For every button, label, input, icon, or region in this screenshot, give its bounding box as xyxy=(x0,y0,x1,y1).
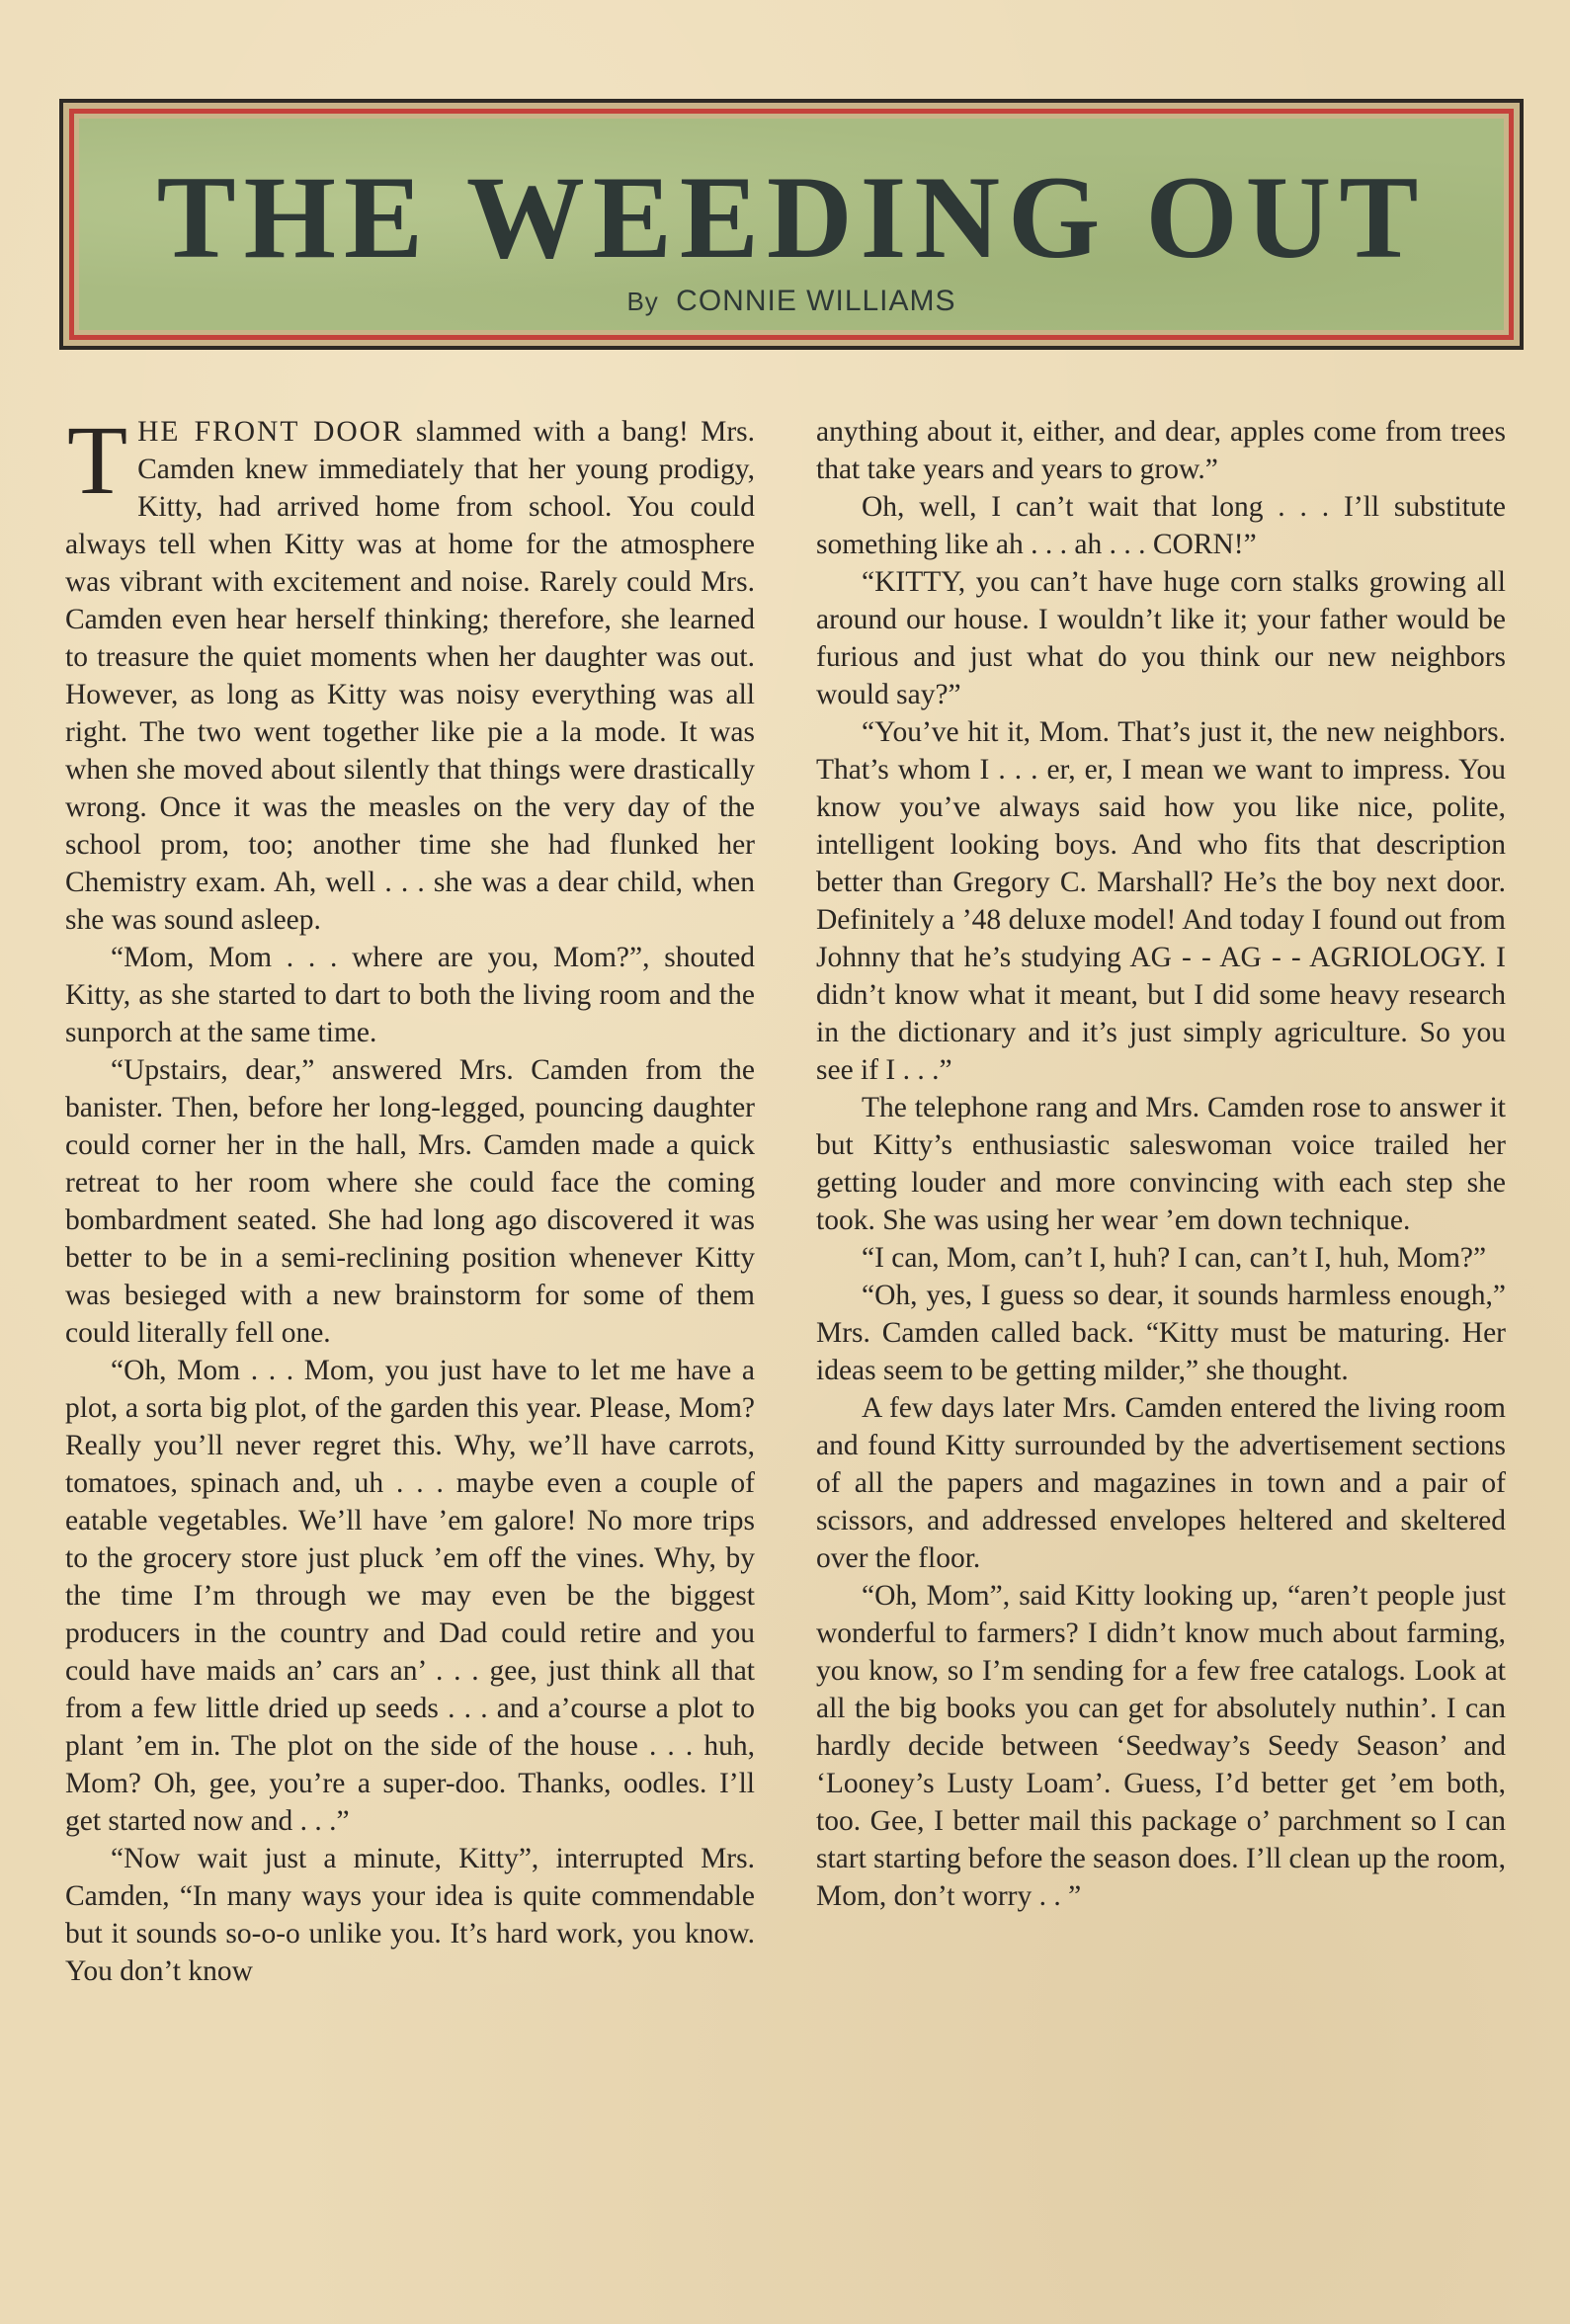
title-banner xyxy=(59,99,1524,350)
byline xyxy=(79,285,1504,318)
paragraph: The telephone rang and Mrs. Camden rose to answer it but Kitty’s enthusiastic saleswoman voice trailed her getting louder and more convincing with each step she took. She was using her wear ’em down technique. xyxy=(816,1092,1506,1236)
paragraph: “Mom, Mom . . . where are you, Mom?”, shouted Kitty, as she started to dart to both the living room and the sunporch at the same time. xyxy=(65,942,755,1048)
paragraph-text: slammed with a bang! Mrs. Camden knew immediately that her young prodigy, Kitty, had arrived home from school. You could always tell when Kitty was at home for the atmosphere was vibrant with excitement and noise. Rarely could Mrs. Camden even hear herself thinking; therefore, she learned to treasure the quiet moments when her daughter was out. However, as long as Kitty was noisy everything was all right. The two went together like pie a la mode. It was when she moved about silently that things were drastically wrong. Once it was the measles on the very day of the school prom, too; another time she had flunked her Chemistry exam. Ah, well . . . she was a dear child, when she was sound asleep. xyxy=(65,416,755,936)
paragraph: “KITTY, you can’t have huge corn stalks growing all around our house. I wouldn’t like it; your father would be furious and just what do you think our new neighbors would say?” xyxy=(816,566,1506,710)
byline-prefix: By xyxy=(626,287,659,316)
story-title: THE WEEDING OUT xyxy=(156,151,1427,283)
paragraph: “Oh, Mom . . . Mom, you just have to let me have a plot, a sorta big plot, of the garden this year. Please, Mom? Really you’ll never regret this. Why, we’ll have carrots, tomatoes, spinach and, uh . . . maybe even a couple of eatable vegetables. We’ll have ’em galore! No more trips to the grocery store just pluck ’em off the vines. Why, by the time I’m through we may even be the biggest producers in the country and Dad could retire and you could have maids an’ cars an’ . . . gee, just think all that from a few little dried up seeds . . . and a’course a plot to plant ’em in. The plot on the side of the house . . . huh, Mom? Oh, gee, you’re a super-doo. Thanks, oodles. I’ll get started now and . . .” xyxy=(65,1355,755,1837)
author-name: CONNIE WILLIAMS xyxy=(676,285,956,317)
paragraph xyxy=(65,405,755,939)
paragraph: “I can, Mom, can’t I, huh? I can, can’t I, huh, Mom?” xyxy=(862,1242,1487,1274)
drop-cap: T xyxy=(67,405,128,515)
left-column xyxy=(65,405,755,1990)
paragraph: Oh, well, I can’t wait that long . . . I’ll substitute something like ah . . . ah . . . CORN!” xyxy=(816,491,1506,560)
banner-red-border xyxy=(69,109,1514,340)
paragraph: “You’ve hit it, Mom. That’s just it, the new neighbors. That’s whom I . . . er, er, I mean we want to impress. You know you’ve always said how you like nice, polite, intelligent looking boys. And who fits that description better than Gregory C. Marshall? He’s the boy next door. Definitely a ’48 deluxe model! And today I found out from Johnny that he’s studying AG - - AG - - AGRIOLOGY. I didn’t know what it meant, but I did some heavy research in the dictionary and it’s just simply agriculture. So you see if I . . .” xyxy=(816,716,1506,1086)
paragraph: anything about it, either, and dear, apples come from trees that take years and years to grow.” xyxy=(816,416,1506,485)
paragraph: “Oh, yes, I guess so dear, it sounds harmless enough,” Mrs. Camden called back. “Kitty must be maturing. Her ideas seem to be getting milder,” she thought. xyxy=(816,1280,1506,1386)
paragraph: A few days later Mrs. Camden entered the living room and found Kitty surrounded by the advertisement sections of all the papers and magazines in town and a pair of scissors, and addressed envelopes heltered and skeltered over the floor. xyxy=(816,1392,1506,1574)
paragraph: “Oh, Mom”, said Kitty looking up, “aren’t people just wonderful to farmers? I didn’t know much about farming, you know, so I’m sending for a few free catalogs. Look at all the big books you can get for absolutely nuthin’. I can hardly decide between ‘Seedway’s Seedy Season’ and ‘Looney’s Lusty Loam’. Guess, I’d better get ’em both, too. Gee, I better mail this package o’ parchment so I can start starting before the season does. I’ll clean up the room, Mom, don’t worry . . ” xyxy=(816,1580,1506,1912)
right-column xyxy=(816,413,1506,1915)
opening-smallcaps: HE FRONT DOOR xyxy=(137,416,404,448)
paragraph: “Upstairs, dear,” answered Mrs. Camden from the banister. Then, before her long-legged, pouncing daughter could corner her in the hall, Mrs. Camden made a quick retreat to her room where she could face the coming bombardment seated. She had long ago discovered it was better to be in a semi-reclining position whenever Kitty was besieged with a new brainstorm for some of them could literally fell one. xyxy=(65,1054,755,1349)
banner-panel xyxy=(79,119,1504,330)
paragraph: “Now wait just a minute, Kitty”, interrupted Mrs. Camden, “In many ways your idea is quite commendable but it sounds so-o-o unlike you. It’s hard work, you know. You don’t know xyxy=(65,1843,755,1987)
